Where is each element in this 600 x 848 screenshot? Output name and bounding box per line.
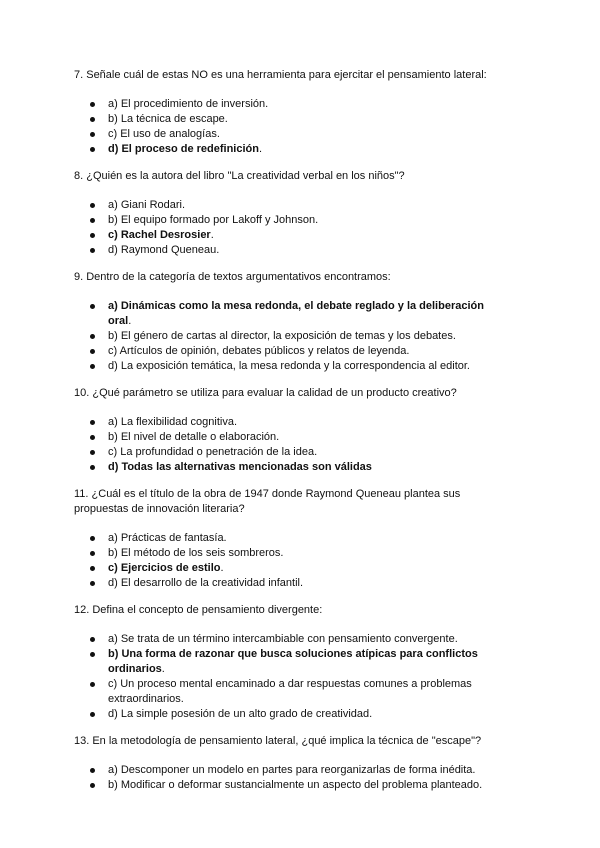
question-text: 8. ¿Quién es la autora del libro "La creatividad verbal en los niños"? bbox=[74, 170, 405, 182]
answer-option-text: c) El uso de analogías. bbox=[108, 128, 220, 140]
answer-options bbox=[74, 632, 540, 722]
answer-option-text: a) El procedimiento de inversión. bbox=[108, 98, 269, 110]
bullet-icon bbox=[90, 712, 95, 717]
answer-option-suffix: . bbox=[161, 663, 165, 675]
answer-options bbox=[74, 97, 540, 157]
answer-option-text: d) La exposición temática, la mesa redonda y la correspondencia al editor. bbox=[108, 360, 470, 372]
answer-option bbox=[74, 430, 510, 445]
answer-option-text: b) El nivel de detalle o elaboración. bbox=[108, 431, 280, 443]
bullet-icon bbox=[90, 465, 95, 470]
bullet-icon bbox=[90, 364, 95, 369]
answer-option-text: b) Modificar o deformar sustancialmente un aspecto del problema planteado. bbox=[108, 779, 483, 791]
answer-option bbox=[74, 576, 510, 591]
answer-option-text: a) Giani Rodari. bbox=[108, 199, 186, 211]
answer-option-text: a) Descomponer un modelo en partes para reorganizarlas de forma inédita. bbox=[108, 764, 476, 776]
answer-option-text: b) La técnica de escape. bbox=[108, 113, 228, 125]
answer-option bbox=[74, 707, 510, 722]
answer-option-text: c) Ejercicios de estilo bbox=[108, 562, 221, 574]
answer-options bbox=[74, 531, 540, 591]
answer-options bbox=[74, 198, 540, 258]
question-block bbox=[74, 270, 540, 374]
question-block bbox=[74, 169, 540, 258]
question-block bbox=[74, 487, 540, 591]
answer-option-text: c) Un proceso mental encaminado a dar respuestas comunes a problemas extraordinarios. bbox=[108, 678, 472, 705]
answer-option bbox=[74, 460, 510, 475]
answer-option bbox=[74, 778, 510, 793]
question-block bbox=[74, 386, 540, 475]
bullet-icon bbox=[90, 551, 95, 556]
answer-options bbox=[74, 299, 540, 374]
answer-option bbox=[74, 647, 510, 677]
bullet-icon bbox=[90, 435, 95, 440]
answer-option bbox=[74, 142, 510, 157]
question-text: 10. ¿Qué parámetro se utiliza para evaluar la calidad de un producto creativo? bbox=[74, 387, 457, 399]
answer-option-text: a) La flexibilidad cognitiva. bbox=[108, 416, 238, 428]
bullet-icon bbox=[90, 102, 95, 107]
answer-option bbox=[74, 546, 510, 561]
answer-option bbox=[74, 632, 510, 647]
answer-option bbox=[74, 213, 510, 228]
answer-option bbox=[74, 198, 510, 213]
answer-option-text: b) El equipo formado por Lakoff y Johnson. bbox=[108, 214, 319, 226]
question-text: 9. Dentro de la categoría de textos argumentativos encontramos: bbox=[74, 271, 391, 283]
answer-option bbox=[74, 127, 510, 142]
answer-option bbox=[74, 97, 510, 112]
bullet-icon bbox=[90, 304, 95, 309]
bullet-icon bbox=[90, 233, 95, 238]
answer-option-text: c) Artículos de opinión, debates públicos y relatos de leyenda. bbox=[108, 345, 410, 357]
bullet-icon bbox=[90, 147, 95, 152]
answer-option-text: a) Prácticas de fantasía. bbox=[108, 532, 227, 544]
bullet-icon bbox=[90, 420, 95, 425]
bullet-icon bbox=[90, 682, 95, 687]
answer-options bbox=[74, 415, 540, 475]
question-text: 7. Señale cuál de estas NO es una herramienta para ejercitar el pensamiento lateral: bbox=[74, 69, 487, 81]
answer-option-suffix: . bbox=[258, 143, 263, 155]
answer-option bbox=[74, 243, 510, 258]
answer-option-text: a) Se trata de un término intercambiable con pensamiento convergente. bbox=[108, 633, 458, 645]
bullet-icon bbox=[90, 132, 95, 137]
answer-option-text: d) La simple posesión de un alto grado de creatividad. bbox=[108, 708, 373, 720]
bullet-icon bbox=[90, 349, 95, 354]
bullet-icon bbox=[90, 248, 95, 253]
answer-option bbox=[74, 344, 510, 359]
answer-option-text: d) El desarrollo de la creatividad infantil. bbox=[108, 577, 304, 589]
bullet-icon bbox=[90, 450, 95, 455]
answer-option-text: d) Raymond Queneau. bbox=[108, 244, 220, 256]
bullet-icon bbox=[90, 117, 95, 122]
question-list bbox=[74, 68, 540, 793]
question-block bbox=[74, 603, 540, 722]
bullet-icon bbox=[90, 637, 95, 642]
bullet-icon bbox=[90, 581, 95, 586]
answer-option-text: d) El proceso de redefinición bbox=[108, 143, 259, 155]
answer-option-text: b) El género de cartas al director, la exposición de temas y los debates. bbox=[108, 330, 456, 342]
answer-options bbox=[74, 763, 540, 793]
answer-option-text: c) Rachel Desrosier bbox=[108, 229, 211, 241]
answer-option-suffix: . bbox=[220, 562, 224, 574]
answer-option bbox=[74, 112, 510, 127]
bullet-icon bbox=[90, 203, 95, 208]
answer-option-text: d) Todas las alternativas mencionadas son válidas bbox=[108, 461, 372, 473]
bullet-icon bbox=[90, 768, 95, 773]
answer-option-text: a) Dinámicas como la mesa redonda, el debate reglado y la deliberación oral bbox=[108, 300, 484, 327]
answer-option-text: c) La profundidad o penetración de la idea. bbox=[108, 446, 318, 458]
answer-option bbox=[74, 329, 510, 344]
answer-option bbox=[74, 299, 510, 329]
bullet-icon bbox=[90, 566, 95, 571]
answer-option bbox=[74, 415, 510, 430]
question-block bbox=[74, 68, 540, 157]
question-text: 12. Defina el concepto de pensamiento divergente: bbox=[74, 604, 323, 616]
bullet-icon bbox=[90, 536, 95, 541]
question-text: 13. En la metodología de pensamiento lateral, ¿qué implica la técnica de "escape"? bbox=[74, 735, 482, 747]
answer-option bbox=[74, 531, 510, 546]
answer-option bbox=[74, 228, 510, 243]
bullet-icon bbox=[90, 218, 95, 223]
answer-option bbox=[74, 763, 510, 778]
answer-option bbox=[74, 561, 510, 576]
question-text: 11. ¿Cuál es el título de la obra de 1947 donde Raymond Queneau plantea sus propuestas de innovación literaria? bbox=[74, 488, 461, 515]
bullet-icon bbox=[90, 334, 95, 339]
answer-option bbox=[74, 359, 510, 374]
bullet-icon bbox=[90, 652, 95, 657]
answer-option-text: b) El método de los seis sombreros. bbox=[108, 547, 284, 559]
question-block bbox=[74, 734, 540, 793]
answer-option-suffix: . bbox=[210, 229, 214, 241]
bullet-icon bbox=[90, 783, 95, 788]
answer-option bbox=[74, 445, 510, 460]
answer-option bbox=[74, 677, 510, 707]
answer-option-text: b) Una forma de razonar que busca soluciones atípicas para conflictos ordinarios bbox=[108, 648, 478, 675]
answer-option-suffix: . bbox=[128, 315, 132, 327]
